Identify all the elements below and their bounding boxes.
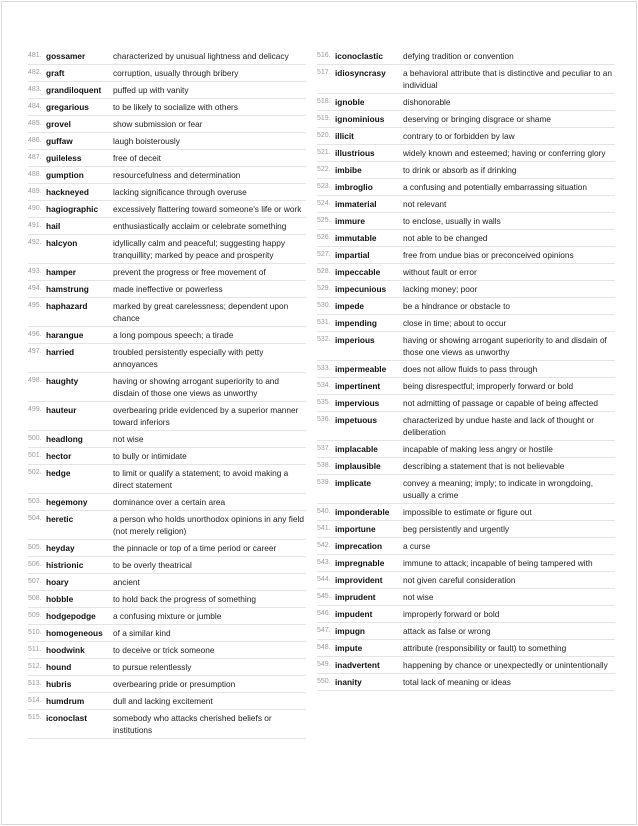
- vocabulary-entry: [28, 710, 306, 739]
- entry-word: imperious: [335, 335, 375, 345]
- entry-word: impute: [335, 643, 363, 653]
- entry-number: 546.: [317, 610, 331, 617]
- entry-number: 494.: [28, 285, 42, 292]
- entry-word: illicit: [335, 131, 354, 141]
- entry-word: hound: [46, 662, 72, 672]
- entry-definition: to pursue relentlessly: [113, 662, 192, 672]
- entry-word: grovel: [46, 119, 71, 129]
- entry-number: 498.: [28, 377, 42, 384]
- entry-definition: characterized by unusual lightness and delicacy: [113, 51, 289, 61]
- entry-number: 488.: [28, 171, 42, 178]
- entry-number: 548.: [317, 644, 331, 651]
- entry-word: hamstrung: [46, 284, 89, 294]
- vocabulary-entry: [28, 218, 306, 235]
- entry-number: 513.: [28, 680, 42, 687]
- vocabulary-entry: [28, 281, 306, 298]
- entry-definition: corruption, usually through bribery: [113, 68, 239, 78]
- entry-number: 502.: [28, 469, 42, 476]
- vocabulary-entry: [317, 555, 615, 572]
- entry-number: 544.: [317, 576, 331, 583]
- entry-definition: not relevant: [403, 199, 447, 209]
- vocabulary-entry: [317, 504, 615, 521]
- vocabulary-entry: [317, 458, 615, 475]
- entry-definition: prevent the progress or free movement of: [113, 267, 266, 277]
- entry-number: 485.: [28, 120, 42, 127]
- entry-word: imprudent: [335, 592, 376, 602]
- vocabulary-entry: [28, 150, 306, 167]
- entry-definition: improperly forward or bold: [403, 609, 500, 619]
- entry-definition: excessively flattering toward someone's life or work: [113, 204, 302, 214]
- vocabulary-entry: [317, 521, 615, 538]
- entry-word: gumption: [46, 170, 84, 180]
- entry-word: hauteur: [46, 405, 77, 415]
- entry-definition: to deceive or trick someone: [113, 645, 215, 655]
- vocabulary-entry: [317, 441, 615, 458]
- entry-word: hobble: [46, 594, 74, 604]
- entry-number: 525.: [317, 217, 331, 224]
- entry-number: 512.: [28, 663, 42, 670]
- vocabulary-entry: [28, 659, 306, 676]
- entry-definition: incapable of making less angry or hostile: [403, 444, 553, 454]
- vocabulary-entry: [317, 213, 615, 230]
- entry-definition: having or showing arrogant superiority to and disdain of those one views as unworthy: [113, 376, 280, 398]
- entry-number: 508.: [28, 595, 42, 602]
- vocabulary-entry: [28, 608, 306, 625]
- vocabulary-entry: [317, 111, 615, 128]
- entry-definition: without fault or error: [403, 267, 477, 277]
- entry-number: 542.: [317, 542, 331, 549]
- entry-definition: laugh boisterously: [113, 136, 180, 146]
- vocabulary-entry: [28, 373, 306, 402]
- entry-number: 503.: [28, 498, 42, 505]
- vocabulary-entry: [317, 623, 615, 640]
- entry-word: impervious: [335, 398, 380, 408]
- entry-definition: the pinnacle or top of a time period or career: [113, 543, 277, 553]
- entry-definition: troubled persistently especially with petty annoyances: [113, 347, 264, 369]
- vocabulary-entry: [317, 412, 615, 441]
- vocabulary-entry: [28, 574, 306, 591]
- entry-number: 537.: [317, 445, 331, 452]
- entry-word: headlong: [46, 434, 83, 444]
- entry-number: 528.: [317, 268, 331, 275]
- entry-word: impeccable: [335, 267, 381, 277]
- vocabulary-entry: [28, 264, 306, 281]
- entry-number: 524.: [317, 200, 331, 207]
- entry-definition: contrary to or forbidden by law: [403, 131, 515, 141]
- vocabulary-entry: [317, 475, 615, 504]
- entry-word: hubris: [46, 679, 72, 689]
- entry-word: impregnable: [335, 558, 385, 568]
- entry-number: 532.: [317, 336, 331, 343]
- entry-definition: beg persistently and urgently: [403, 524, 510, 534]
- entry-word: harangue: [46, 330, 84, 340]
- entry-definition: ancient: [113, 577, 140, 587]
- entry-number: 534.: [317, 382, 331, 389]
- entry-word: haughty: [46, 376, 79, 386]
- vocabulary-entry: [317, 264, 615, 281]
- entry-word: implacable: [335, 444, 378, 454]
- entry-definition: being disrespectful; improperly forward or bold: [403, 381, 574, 391]
- entry-definition: be a hindrance or obstacle to: [403, 301, 511, 311]
- entry-number: 516.: [317, 52, 331, 59]
- entry-number: 520.: [317, 132, 331, 139]
- entry-definition: a person who holds unorthodox opinions in any field (not merely religion): [113, 514, 304, 536]
- entry-definition: resourcefulness and determination: [113, 170, 241, 180]
- entry-word: implausible: [335, 461, 381, 471]
- entry-word: imbibe: [335, 165, 362, 175]
- entry-definition: show submission or fear: [113, 119, 203, 129]
- entry-definition: dominance over a certain area: [113, 497, 226, 507]
- entry-definition: having or showing arrogant superiority to and disdain of those one views as unworthy: [403, 335, 607, 357]
- entry-definition: free of deceit: [113, 153, 161, 163]
- entry-word: impetuous: [335, 415, 377, 425]
- entry-definition: widely known and esteemed; having or conferring glory: [403, 148, 606, 158]
- entry-number: 496.: [28, 331, 42, 338]
- entry-number: 511.: [28, 646, 42, 653]
- entry-word: hackneyed: [46, 187, 89, 197]
- entry-word: iconoclastic: [335, 51, 383, 61]
- entry-word: impertinent: [335, 381, 381, 391]
- entry-definition: dishonorable: [403, 97, 451, 107]
- entry-definition: enthusiastically acclaim or celebrate something: [113, 221, 287, 231]
- entry-definition: attack as false or wrong: [403, 626, 491, 636]
- entry-word: hagiographic: [46, 204, 99, 214]
- entry-number: 519.: [317, 115, 331, 122]
- entry-word: imbroglio: [335, 182, 373, 192]
- entry-number: 505.: [28, 544, 42, 551]
- vocabulary-entry: [28, 65, 306, 82]
- entry-word: imprecation: [335, 541, 383, 551]
- entry-word: halcyon: [46, 238, 78, 248]
- entry-number: 547.: [317, 627, 331, 634]
- vocabulary-entry: [28, 298, 306, 327]
- entry-definition: to bully or intimidate: [113, 451, 187, 461]
- entry-number: 550.: [317, 678, 331, 685]
- entry-word: impending: [335, 318, 377, 328]
- entry-number: 491.: [28, 222, 42, 229]
- entry-definition: close in time; about to occur: [403, 318, 507, 328]
- entry-number: 530.: [317, 302, 331, 309]
- entry-word: grandiloquent: [46, 85, 102, 95]
- entry-definition: marked by great carelessness; dependent upon chance: [113, 301, 289, 323]
- entry-definition: a confusing mixture or jumble: [113, 611, 222, 621]
- entry-definition: puffed up with vanity: [113, 85, 189, 95]
- entry-definition: does not allow fluids to pass through: [403, 364, 538, 374]
- vocabulary-entry: [317, 378, 615, 395]
- entry-word: harried: [46, 347, 75, 357]
- entry-definition: deserving or bringing disgrace or shame: [403, 114, 552, 124]
- entry-word: impede: [335, 301, 365, 311]
- vocabulary-entry: [28, 591, 306, 608]
- entry-number: 538.: [317, 462, 331, 469]
- entry-number: 499.: [28, 406, 42, 413]
- vocabulary-entry: [317, 606, 615, 623]
- entry-number: 504.: [28, 515, 42, 522]
- vocabulary-entry: [28, 327, 306, 344]
- vocabulary-entry: [317, 48, 615, 65]
- vocabulary-entry: [28, 494, 306, 511]
- entry-word: idiosyncrasy: [335, 68, 386, 78]
- entry-word: impudent: [335, 609, 373, 619]
- entry-number: 541.: [317, 525, 331, 532]
- vocabulary-entry: [28, 642, 306, 659]
- vocabulary-entry: [317, 315, 615, 332]
- vocabulary-entry: [317, 179, 615, 196]
- entry-definition: of a similar kind: [113, 628, 171, 638]
- entry-word: hoary: [46, 577, 69, 587]
- vocabulary-entry: [317, 94, 615, 111]
- entry-number: 492.: [28, 239, 42, 246]
- entry-definition: free from undue bias or preconceived opinions: [403, 250, 574, 260]
- entry-word: hail: [46, 221, 61, 231]
- vocabulary-entry: [317, 538, 615, 555]
- entry-number: 545.: [317, 593, 331, 600]
- vocabulary-entry: [28, 448, 306, 465]
- vocabulary-entry: [28, 511, 306, 540]
- entry-word: graft: [46, 68, 65, 78]
- entry-word: ignoble: [335, 97, 365, 107]
- entry-word: inadvertent: [335, 660, 380, 670]
- entry-definition: immune to attack; incapable of being tampered with: [403, 558, 593, 568]
- entry-number: 523.: [317, 183, 331, 190]
- entry-number: 487.: [28, 154, 42, 161]
- entry-word: importune: [335, 524, 376, 534]
- entry-definition: impossible to estimate or figure out: [403, 507, 532, 517]
- entry-definition: lacking money; poor: [403, 284, 478, 294]
- entry-number: 521.: [317, 149, 331, 156]
- vocabulary-entry: [317, 361, 615, 378]
- entry-word: histrionic: [46, 560, 84, 570]
- entry-word: ignominious: [335, 114, 385, 124]
- entry-definition: idyllically calm and peaceful; suggesting happy tranquillity; marked by peace and prosperity: [113, 238, 286, 260]
- entry-number: 507.: [28, 578, 42, 585]
- vocabulary-entry: [317, 298, 615, 315]
- vocabulary-entry: [28, 625, 306, 642]
- entry-number: 517.: [317, 69, 331, 76]
- vocabulary-entry: [28, 133, 306, 150]
- entry-word: immutable: [335, 233, 377, 243]
- entry-definition: a confusing and potentially embarrassing situation: [403, 182, 588, 192]
- entry-definition: to hold back the progress of something: [113, 594, 256, 604]
- entry-definition: to be likely to socialize with others: [113, 102, 238, 112]
- entry-number: 527.: [317, 251, 331, 258]
- entry-number: 482.: [28, 69, 42, 76]
- vocabulary-entry: [317, 640, 615, 657]
- entry-number: 506.: [28, 561, 42, 568]
- vocabulary-entry: [28, 48, 306, 65]
- vocabulary-entry: [28, 344, 306, 373]
- entry-word: humdrum: [46, 696, 85, 706]
- vocabulary-entry: [317, 332, 615, 361]
- entry-word: hodgepodge: [46, 611, 96, 621]
- entry-definition: not given careful consideration: [403, 575, 516, 585]
- entry-number: 490.: [28, 205, 42, 212]
- entry-word: impugn: [335, 626, 365, 636]
- entry-number: 509.: [28, 612, 42, 619]
- vocabulary-column-right: [317, 48, 615, 691]
- vocabulary-entry: [317, 674, 615, 691]
- entry-number: 529.: [317, 285, 331, 292]
- vocabulary-entry: [28, 201, 306, 218]
- entry-word: inanity: [335, 677, 362, 687]
- entry-word: hegemony: [46, 497, 88, 507]
- entry-definition: describing a statement that is not believable: [403, 461, 565, 471]
- entry-word: guffaw: [46, 136, 73, 146]
- entry-definition: lacking significance through overuse: [113, 187, 247, 197]
- entry-definition: overbearing pride evidenced by a superior manner toward inferiors: [113, 405, 299, 427]
- entry-definition: somebody who attacks cherished beliefs or institutions: [113, 713, 272, 735]
- entry-number: 535.: [317, 399, 331, 406]
- entry-word: impermeable: [335, 364, 387, 374]
- vocabulary-entry: [317, 572, 615, 589]
- entry-definition: dull and lacking excitement: [113, 696, 213, 706]
- entry-number: 510.: [28, 629, 42, 636]
- entry-word: imponderable: [335, 507, 390, 517]
- entry-definition: overbearing pride or presumption: [113, 679, 236, 689]
- entry-number: 493.: [28, 268, 42, 275]
- vocabulary-entry: [317, 657, 615, 674]
- vocabulary-entry: [28, 402, 306, 431]
- entry-word: homogeneous: [46, 628, 103, 638]
- entry-number: 489.: [28, 188, 42, 195]
- vocabulary-column-left: [28, 48, 306, 739]
- entry-number: 497.: [28, 348, 42, 355]
- vocabulary-entry: [317, 128, 615, 145]
- vocabulary-entry: [317, 589, 615, 606]
- entry-number: 484.: [28, 103, 42, 110]
- vocabulary-entry: [28, 431, 306, 448]
- entry-number: 495.: [28, 302, 42, 309]
- entry-definition: a long pompous speech; a tirade: [113, 330, 234, 340]
- entry-number: 500.: [28, 435, 42, 442]
- vocabulary-entry: [317, 65, 615, 94]
- entry-word: heretic: [46, 514, 74, 524]
- vocabulary-entry: [317, 281, 615, 298]
- entry-word: hamper: [46, 267, 76, 277]
- entry-number: 522.: [317, 166, 331, 173]
- entry-word: improvident: [335, 575, 383, 585]
- vocabulary-entry: [28, 99, 306, 116]
- entry-number: 515.: [28, 714, 42, 721]
- vocabulary-entry: [28, 116, 306, 133]
- entry-word: gossamer: [46, 51, 86, 61]
- entry-number: 533.: [317, 365, 331, 372]
- entry-word: immaterial: [335, 199, 377, 209]
- vocabulary-entry: [317, 196, 615, 213]
- entry-word: hedge: [46, 468, 71, 478]
- vocabulary-entry: [28, 676, 306, 693]
- vocabulary-entry: [317, 230, 615, 247]
- vocabulary-entry: [28, 167, 306, 184]
- vocabulary-entry: [28, 693, 306, 710]
- entry-definition: convey a meaning; imply; to indicate in wrongdoing, usually a crime: [403, 478, 594, 500]
- entry-number: 514.: [28, 697, 42, 704]
- vocabulary-entry: [28, 557, 306, 574]
- entry-number: 481.: [28, 52, 42, 59]
- entry-number: 526.: [317, 234, 331, 241]
- entry-number: 486.: [28, 137, 42, 144]
- entry-word: heyday: [46, 543, 75, 553]
- entry-definition: a curse: [403, 541, 431, 551]
- entry-number: 501.: [28, 452, 42, 459]
- entry-word: hoodwink: [46, 645, 85, 655]
- entry-number: 531.: [317, 319, 331, 326]
- vocabulary-entry: [28, 82, 306, 99]
- entry-word: illustrious: [335, 148, 375, 158]
- vocabulary-entry: [317, 395, 615, 412]
- entry-word: impartial: [335, 250, 370, 260]
- entry-definition: attribute (responsibility or fault) to something: [403, 643, 567, 653]
- entry-number: 540.: [317, 508, 331, 515]
- entry-number: 518.: [317, 98, 331, 105]
- vocabulary-entry: [28, 235, 306, 264]
- vocabulary-entry: [28, 465, 306, 494]
- entry-definition: made ineffective or powerless: [113, 284, 223, 294]
- entry-definition: to drink or absorb as if drinking: [403, 165, 517, 175]
- entry-definition: to limit or qualify a statement; to avoid making a direct statement: [113, 468, 289, 490]
- vocabulary-entry: [317, 247, 615, 264]
- entry-word: implicate: [335, 478, 371, 488]
- entry-definition: to be overly theatrical: [113, 560, 192, 570]
- entry-word: iconoclast: [46, 713, 88, 723]
- entry-word: haphazard: [46, 301, 88, 311]
- entry-definition: not able to be changed: [403, 233, 488, 243]
- entry-number: 536.: [317, 416, 331, 423]
- entry-definition: a behavioral attribute that is distinctive and peculiar to an individual: [403, 68, 612, 90]
- entry-word: guileless: [46, 153, 82, 163]
- vocabulary-entry: [317, 162, 615, 179]
- entry-definition: to enclose, usually in walls: [403, 216, 501, 226]
- entry-number: 539.: [317, 479, 331, 486]
- entry-number: 483.: [28, 86, 42, 93]
- entry-definition: characterized by undue haste and lack of thought or deliberation: [403, 415, 594, 437]
- entry-definition: total lack of meaning or ideas: [403, 677, 511, 687]
- entry-number: 543.: [317, 559, 331, 566]
- vocabulary-entry: [317, 145, 615, 162]
- vocabulary-entry: [28, 540, 306, 557]
- vocabulary-entry: [28, 184, 306, 201]
- entry-word: gregarious: [46, 102, 89, 112]
- entry-word: hector: [46, 451, 72, 461]
- entry-word: impecunious: [335, 284, 387, 294]
- entry-definition: defying tradition or convention: [403, 51, 514, 61]
- entry-definition: not wise: [113, 434, 144, 444]
- entry-number: 549.: [317, 661, 331, 668]
- entry-word: immure: [335, 216, 365, 226]
- entry-definition: not admitting of passage or capable of being affected: [403, 398, 598, 408]
- entry-definition: happening by chance or unexpectedly or unintentionally: [403, 660, 608, 670]
- entry-definition: not wise: [403, 592, 434, 602]
